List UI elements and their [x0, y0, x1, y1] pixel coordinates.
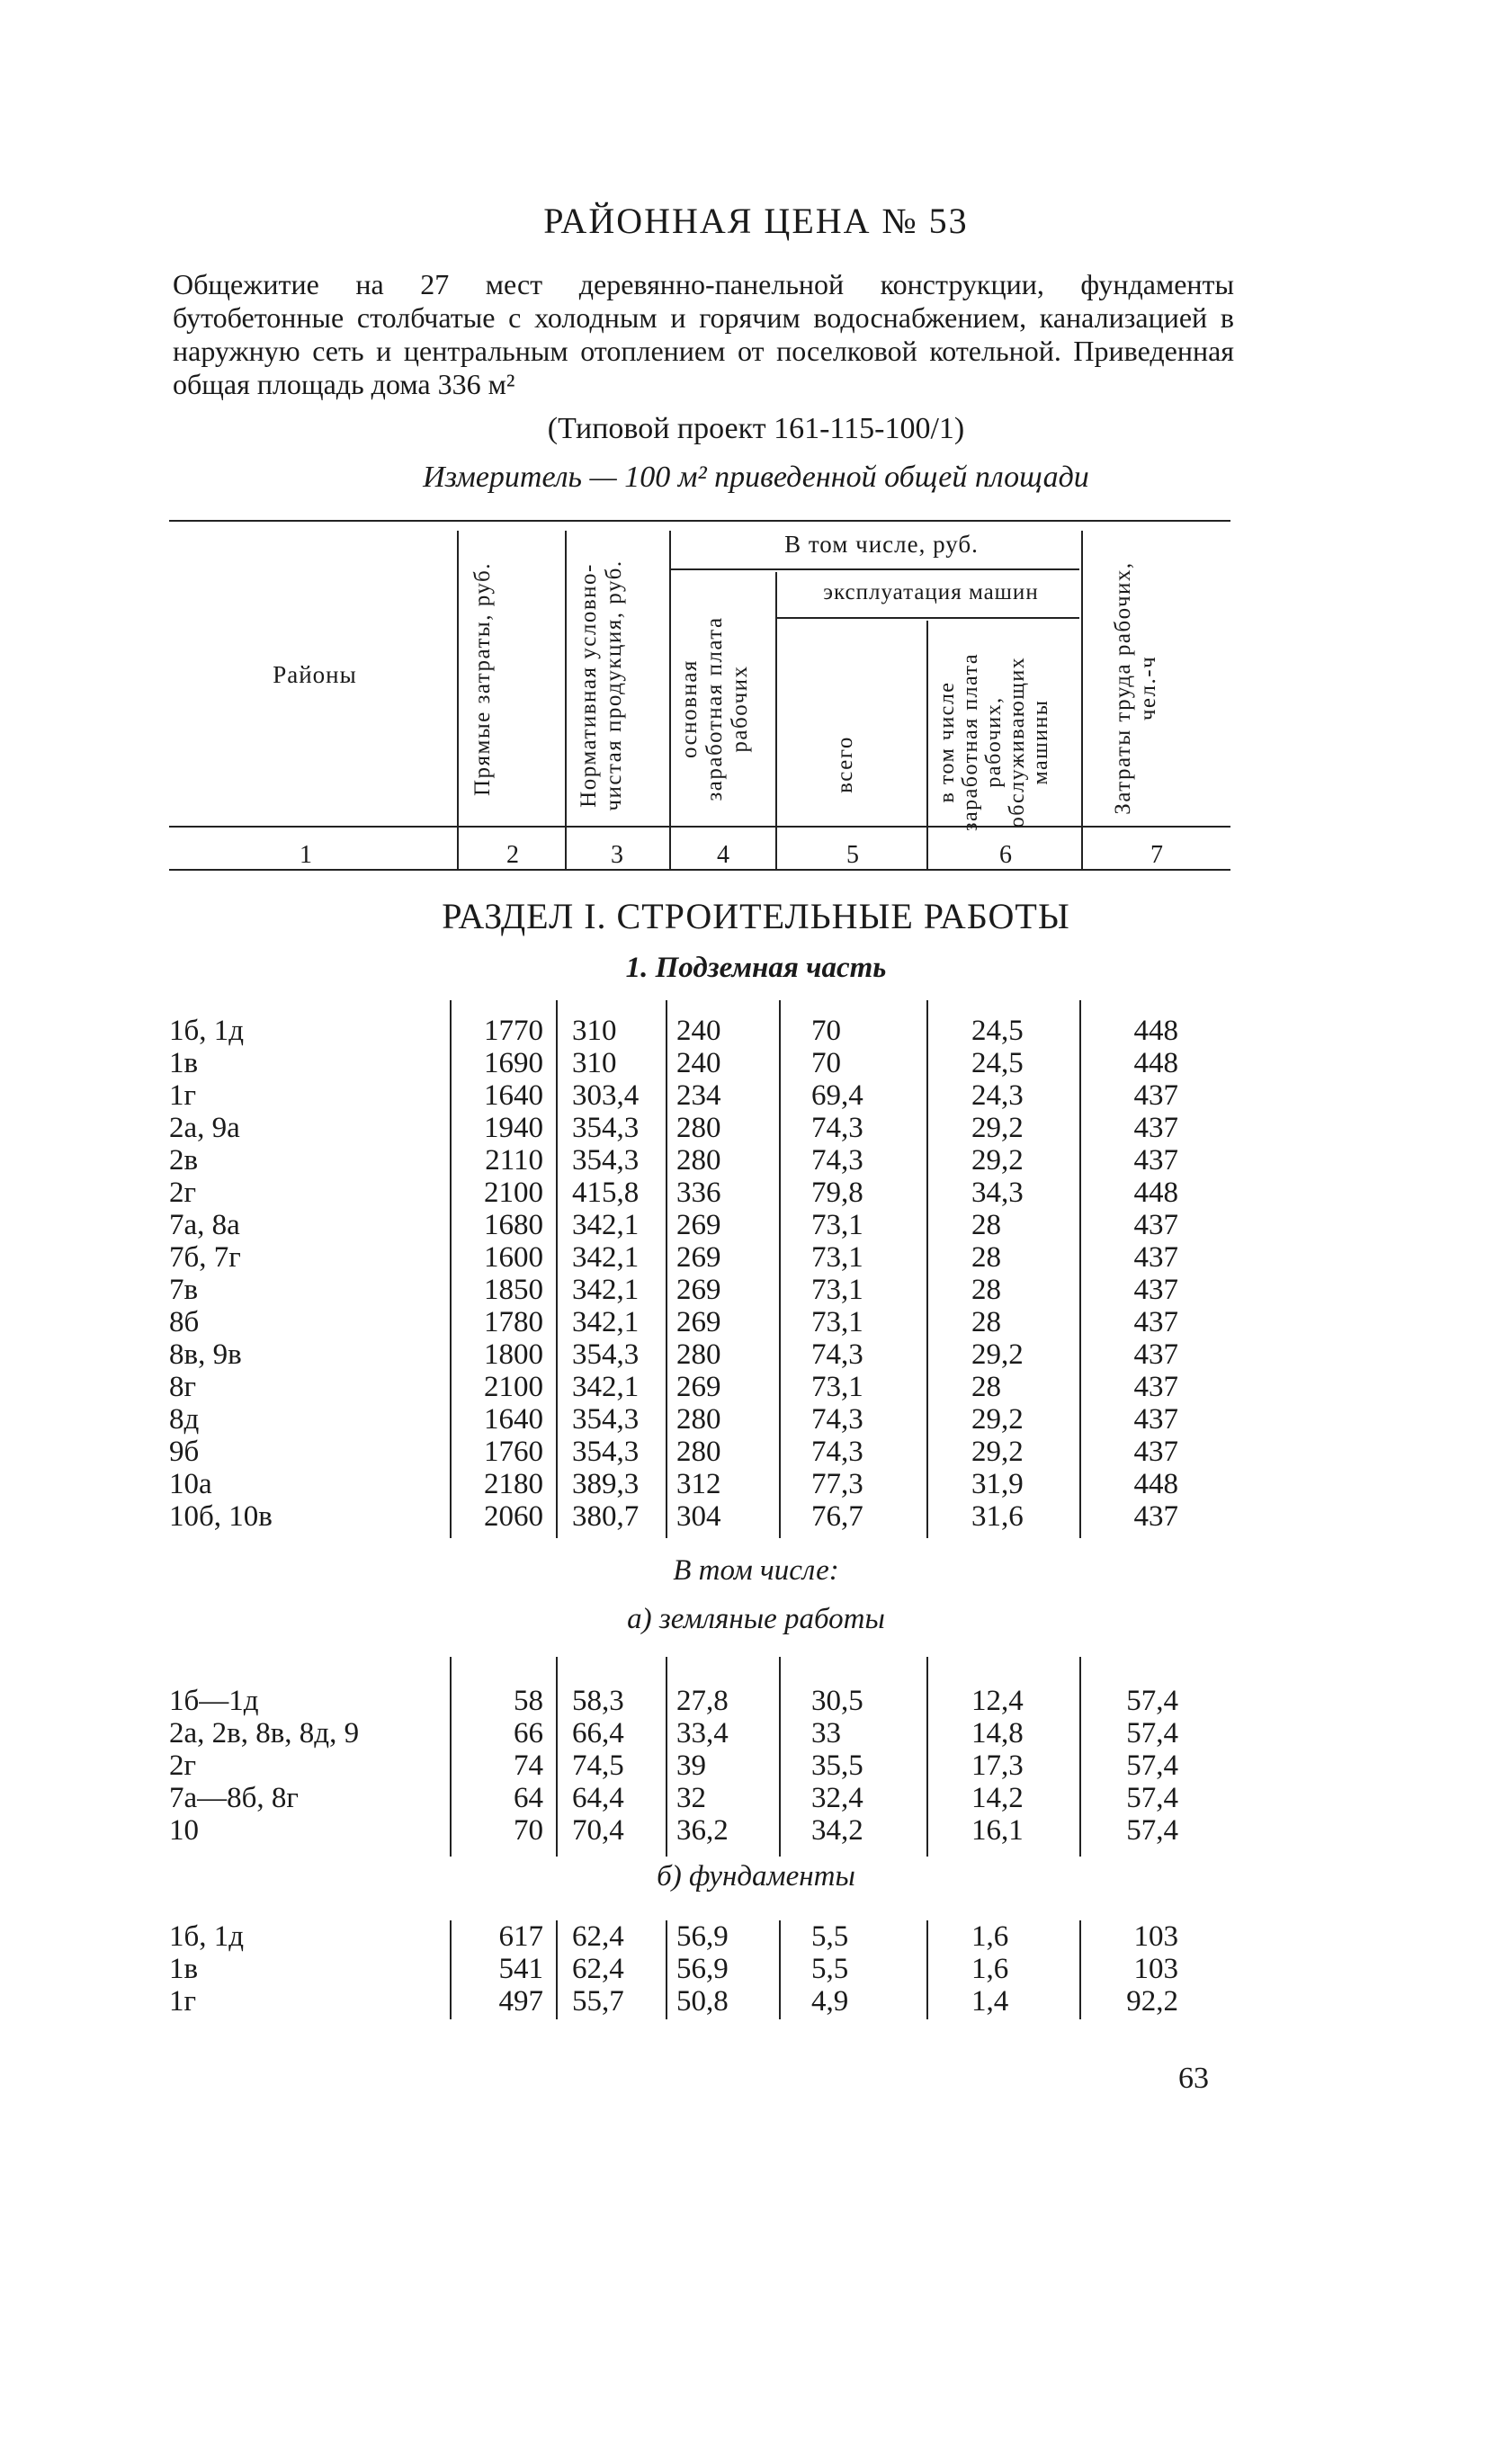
value-cell: 1680 [484, 1209, 543, 1241]
value-cell: 437 [1133, 1274, 1178, 1306]
value-cell: 280 [676, 1144, 721, 1177]
value-cell: 269 [676, 1306, 721, 1338]
value-cell: 57,4 [1126, 1685, 1178, 1717]
header-sep-6 [1081, 531, 1083, 869]
value-cell: 1640 [484, 1079, 543, 1112]
value-cell: 1780 [484, 1306, 543, 1338]
value-cell: 28 [971, 1209, 1001, 1241]
value-cell: 354,3 [572, 1436, 640, 1468]
region-cell: 1в [169, 1953, 199, 1985]
value-cell: 310 [572, 1015, 617, 1047]
value-cell: 437 [1133, 1241, 1178, 1274]
value-cell: 66 [514, 1717, 543, 1749]
part-a-title: а) земляные работы [627, 1603, 885, 1635]
value-cell: 56,9 [676, 1953, 729, 1985]
value-cell: 437 [1133, 1306, 1178, 1338]
value-cell: 92,2 [1126, 1985, 1178, 2018]
region-cell: 1г [169, 1079, 197, 1112]
value-cell: 14,8 [971, 1717, 1024, 1749]
region-cell: 9б [169, 1436, 200, 1468]
col-number-4: 4 [717, 841, 729, 869]
region-cell: 7а, 8а [169, 1209, 240, 1241]
value-cell: 354,3 [572, 1403, 640, 1436]
value-cell: 24,5 [971, 1047, 1024, 1079]
group-rule [671, 568, 1079, 570]
value-cell: 354,3 [572, 1338, 640, 1371]
value-cell: 380,7 [572, 1500, 640, 1533]
value-cell: 269 [676, 1371, 721, 1403]
value-cell: 30,5 [811, 1685, 863, 1717]
value-cell: 73,1 [811, 1274, 863, 1306]
col-number-2: 2 [506, 841, 519, 869]
value-cell: 1600 [484, 1241, 543, 1274]
value-cell: 29,2 [971, 1144, 1024, 1177]
value-cell: 76,7 [811, 1500, 863, 1533]
value-cell: 74,5 [572, 1749, 624, 1782]
value-cell: 50,8 [676, 1985, 729, 2018]
header-machines: эксплуатация машин [823, 580, 1039, 604]
region-cell: 7б, 7г [169, 1241, 241, 1274]
value-cell: 1850 [484, 1274, 543, 1306]
value-cell: 1770 [484, 1015, 543, 1047]
table-row [0, 1306, 1512, 1338]
description: Общежитие на 27 мест деревянно-панельной конструкции, фундаменты бутобетонные столбчатые с холодным и горячим водоснабжением, канализацией в наружную сеть и центральным отоплением от поселковой котельной. Приведенная общая площадь дома 336 м² [173, 268, 1234, 400]
value-cell: 35,5 [811, 1749, 863, 1782]
value-cell: 74,3 [811, 1112, 863, 1144]
value-cell: 280 [676, 1403, 721, 1436]
value-cell: 70 [514, 1814, 543, 1847]
value-cell: 497 [498, 1985, 543, 2018]
value-cell: 62,4 [572, 1953, 624, 1985]
value-cell: 437 [1133, 1500, 1178, 1533]
value-cell: 2060 [484, 1500, 543, 1533]
value-cell: 312 [676, 1468, 721, 1500]
value-cell: 17,3 [971, 1749, 1024, 1782]
header-machines-total: всего [833, 736, 857, 793]
value-cell: 448 [1133, 1047, 1178, 1079]
value-cell: 342,1 [572, 1274, 640, 1306]
header-top-rule [169, 520, 1230, 522]
table-row [0, 1782, 1512, 1814]
value-cell: 1,6 [971, 1920, 1009, 1953]
table-row [0, 1717, 1512, 1749]
value-cell: 354,3 [572, 1144, 640, 1177]
value-cell: 28 [971, 1274, 1001, 1306]
value-cell: 56,9 [676, 1920, 729, 1953]
table-row [0, 1177, 1512, 1209]
value-cell: 5,5 [811, 1953, 849, 1985]
region-cell: 2а, 9а [169, 1112, 240, 1144]
value-cell: 2100 [484, 1177, 543, 1209]
value-cell: 4,9 [811, 1985, 849, 2018]
col-number-6: 6 [999, 841, 1012, 869]
value-cell: 437 [1133, 1209, 1178, 1241]
value-cell: 354,3 [572, 1112, 640, 1144]
value-cell: 437 [1133, 1371, 1178, 1403]
value-cell: 1760 [484, 1436, 543, 1468]
region-cell: 1г [169, 1985, 197, 2018]
table-row [0, 1144, 1512, 1177]
header-sep-3 [669, 531, 671, 869]
value-cell: 79,8 [811, 1177, 863, 1209]
table-row [0, 1814, 1512, 1847]
col-number-1: 1 [300, 841, 312, 869]
value-cell: 33,4 [676, 1717, 729, 1749]
col-number-3: 3 [611, 841, 623, 869]
value-cell: 304 [676, 1500, 721, 1533]
value-cell: 14,2 [971, 1782, 1024, 1814]
value-cell: 16,1 [971, 1814, 1024, 1847]
header-sep-1 [457, 531, 459, 869]
region-cell: 8б [169, 1306, 200, 1338]
machines-rule [777, 617, 1079, 619]
table-row [0, 1468, 1512, 1500]
region-cell: 2г [169, 1749, 197, 1782]
value-cell: 2100 [484, 1371, 543, 1403]
region-cell: 8в, 9в [169, 1338, 242, 1371]
header-wages: основная заработная плата рабочих [677, 616, 752, 801]
value-cell: 448 [1133, 1468, 1178, 1500]
value-cell: 269 [676, 1274, 721, 1306]
value-cell: 64,4 [572, 1782, 624, 1814]
value-cell: 73,1 [811, 1241, 863, 1274]
value-cell: 28 [971, 1306, 1001, 1338]
value-cell: 103 [1133, 1953, 1178, 1985]
table-row [0, 1241, 1512, 1274]
value-cell: 77,3 [811, 1468, 863, 1500]
value-cell: 415,8 [572, 1177, 640, 1209]
col-number-5: 5 [846, 841, 859, 869]
value-cell: 29,2 [971, 1338, 1024, 1371]
value-cell: 280 [676, 1436, 721, 1468]
value-cell: 342,1 [572, 1209, 640, 1241]
value-cell: 74 [514, 1749, 543, 1782]
value-cell: 437 [1133, 1144, 1178, 1177]
value-cell: 32 [676, 1782, 706, 1814]
page-number: 63 [1178, 2062, 1209, 2095]
value-cell: 437 [1133, 1079, 1178, 1112]
value-cell: 66,4 [572, 1717, 624, 1749]
table-row [0, 1685, 1512, 1717]
value-cell: 437 [1133, 1338, 1178, 1371]
value-cell: 342,1 [572, 1371, 640, 1403]
table-row [0, 1112, 1512, 1144]
table-row [0, 1047, 1512, 1079]
value-cell: 29,2 [971, 1436, 1024, 1468]
including-note: В том числе: [673, 1554, 839, 1587]
value-cell: 58,3 [572, 1685, 624, 1717]
region-cell: 8г [169, 1371, 197, 1403]
value-cell: 73,1 [811, 1306, 863, 1338]
region-cell: 2в [169, 1144, 199, 1177]
value-cell: 240 [676, 1015, 721, 1047]
value-cell: 1,6 [971, 1953, 1009, 1985]
value-cell: 62,4 [572, 1920, 624, 1953]
value-cell: 12,4 [971, 1685, 1024, 1717]
table-row [0, 1749, 1512, 1782]
region-cell: 2а, 2в, 8в, 8д, 9 [169, 1717, 360, 1749]
value-cell: 74,3 [811, 1403, 863, 1436]
value-cell: 280 [676, 1112, 721, 1144]
value-cell: 31,6 [971, 1500, 1024, 1533]
header-group: В том числе, руб. [784, 531, 979, 558]
value-cell: 57,4 [1126, 1749, 1178, 1782]
table-row [0, 1274, 1512, 1306]
table-row [0, 1338, 1512, 1371]
table-row [0, 1500, 1512, 1533]
value-cell: 28 [971, 1241, 1001, 1274]
value-cell: 269 [676, 1209, 721, 1241]
value-cell: 1640 [484, 1403, 543, 1436]
table-row [0, 1371, 1512, 1403]
value-cell: 70,4 [572, 1814, 624, 1847]
value-cell: 74,3 [811, 1436, 863, 1468]
value-cell: 24,5 [971, 1015, 1024, 1047]
value-cell: 310 [572, 1047, 617, 1079]
table-row [0, 1920, 1512, 1953]
header-direct-costs: Прямые затраты, руб. [470, 561, 495, 797]
value-cell: 234 [676, 1079, 721, 1112]
region-cell: 7в [169, 1274, 199, 1306]
value-cell: 389,3 [572, 1468, 640, 1500]
table-row [0, 1209, 1512, 1241]
value-cell: 437 [1133, 1436, 1178, 1468]
value-cell: 58 [514, 1685, 543, 1717]
value-cell: 303,4 [572, 1079, 640, 1112]
value-cell: 64 [514, 1782, 543, 1814]
value-cell: 541 [498, 1953, 543, 1985]
table-row [0, 1079, 1512, 1112]
table-row [0, 1436, 1512, 1468]
table-row [0, 1953, 1512, 1985]
value-cell: 70 [811, 1047, 841, 1079]
value-cell: 2180 [484, 1468, 543, 1500]
header-bottom-rule [169, 826, 1230, 828]
value-cell: 74,3 [811, 1144, 863, 1177]
header-sep-2 [565, 531, 567, 869]
col-number-7: 7 [1150, 841, 1163, 869]
value-cell: 73,1 [811, 1371, 863, 1403]
table-row [0, 1403, 1512, 1436]
value-cell: 342,1 [572, 1306, 640, 1338]
value-cell: 448 [1133, 1015, 1178, 1047]
value-cell: 280 [676, 1338, 721, 1371]
value-cell: 74,3 [811, 1338, 863, 1371]
value-cell: 269 [676, 1241, 721, 1274]
value-cell: 448 [1133, 1177, 1178, 1209]
part-b-title: б) фундаменты [657, 1860, 855, 1893]
value-cell: 69,4 [811, 1079, 863, 1112]
value-cell: 336 [676, 1177, 721, 1209]
value-cell: 31,9 [971, 1468, 1024, 1500]
table-row [0, 1985, 1512, 2018]
value-cell: 57,4 [1126, 1782, 1178, 1814]
header-labor: Затраты труда рабочих, чел.-ч [1111, 561, 1160, 815]
value-cell: 27,8 [676, 1685, 729, 1717]
value-cell: 617 [498, 1920, 543, 1953]
value-cell: 103 [1133, 1920, 1178, 1953]
part1-title: 1. Подземная часть [625, 952, 887, 984]
region-cell: 10 [169, 1814, 199, 1847]
value-cell: 29,2 [971, 1112, 1024, 1144]
header-regions: Районы [273, 661, 357, 688]
region-cell: 8д [169, 1403, 200, 1436]
value-cell: 70 [811, 1015, 841, 1047]
value-cell: 437 [1133, 1403, 1178, 1436]
value-cell: 1940 [484, 1112, 543, 1144]
value-cell: 39 [676, 1749, 706, 1782]
value-cell: 57,4 [1126, 1814, 1178, 1847]
value-cell: 24,3 [971, 1079, 1024, 1112]
table-row [0, 1015, 1512, 1047]
value-cell: 29,2 [971, 1403, 1024, 1436]
region-cell: 1б, 1д [169, 1015, 245, 1047]
value-cell: 33 [811, 1717, 841, 1749]
region-cell: 2г [169, 1177, 197, 1209]
header-net-production: Нормативная условно-чистая продукция, руб. [577, 559, 626, 811]
region-cell: 1б, 1д [169, 1920, 245, 1953]
value-cell: 5,5 [811, 1920, 849, 1953]
region-cell: 7а—8б, 8г [169, 1782, 299, 1814]
value-cell: 32,4 [811, 1782, 863, 1814]
value-cell: 73,1 [811, 1209, 863, 1241]
value-cell: 34,2 [811, 1814, 863, 1847]
value-cell: 36,2 [676, 1814, 729, 1847]
region-cell: 1б—1д [169, 1685, 259, 1717]
measure-unit: Измеритель — 100 м² приведенной общей площади [423, 461, 1089, 494]
page-title: РАЙОННАЯ ЦЕНА № 53 [543, 201, 969, 241]
region-cell: 1в [169, 1047, 199, 1079]
value-cell: 342,1 [572, 1241, 640, 1274]
value-cell: 55,7 [572, 1985, 624, 2018]
value-cell: 34,3 [971, 1177, 1024, 1209]
value-cell: 57,4 [1126, 1717, 1178, 1749]
project-reference: (Типовой проект 161-115-100/1) [547, 412, 965, 445]
value-cell: 1800 [484, 1338, 543, 1371]
section-title: РАЗДЕЛ I. СТРОИТЕЛЬНЫЕ РАБОТЫ [442, 896, 1070, 936]
region-cell: 10а [169, 1468, 212, 1500]
value-cell: 1690 [484, 1047, 543, 1079]
value-cell: 437 [1133, 1112, 1178, 1144]
value-cell: 1,4 [971, 1985, 1009, 2018]
header-machine-wages: в том числе заработная плата рабочих, обслуживающих машины [935, 653, 1052, 831]
value-cell: 240 [676, 1047, 721, 1079]
header-sep-5 [926, 621, 928, 869]
region-cell: 10б, 10в [169, 1500, 273, 1533]
value-cell: 28 [971, 1371, 1001, 1403]
value-cell: 2110 [485, 1144, 543, 1177]
